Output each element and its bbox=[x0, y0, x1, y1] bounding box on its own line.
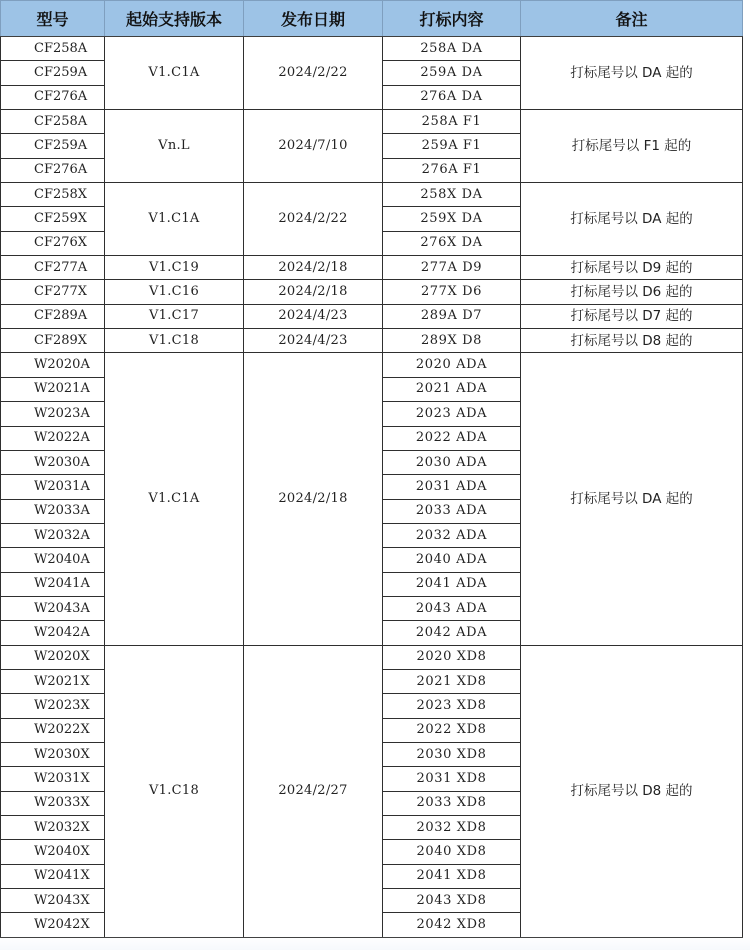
release-date-cell: 2024/2/27 bbox=[244, 645, 383, 937]
version-cell: V1.C19 bbox=[105, 256, 244, 280]
model-cell: W2022A bbox=[1, 426, 105, 450]
model-cell: CF277X bbox=[1, 280, 105, 304]
remark-cell: 打标尾号以 D6 起的 bbox=[521, 280, 743, 304]
header-release-date: 发布日期 bbox=[244, 1, 383, 37]
marking-cell: 2023 ADA bbox=[383, 402, 521, 426]
model-cell: W2023A bbox=[1, 402, 105, 426]
marking-cell: 258A F1 bbox=[383, 110, 521, 134]
version-cell: V1.C18 bbox=[105, 329, 244, 353]
remark-cell: 打标尾号以 F1 起的 bbox=[521, 110, 743, 183]
model-cell: W2031A bbox=[1, 475, 105, 499]
model-cell: CF289A bbox=[1, 304, 105, 328]
version-cell: Vn.L bbox=[105, 110, 244, 183]
marking-cell: 2031 XD8 bbox=[383, 767, 521, 791]
model-cell: W2023X bbox=[1, 694, 105, 718]
release-date-cell: 2024/4/23 bbox=[244, 304, 383, 328]
model-cell: W2020X bbox=[1, 645, 105, 669]
model-cell: W2042A bbox=[1, 621, 105, 645]
marking-cell: 2031 ADA bbox=[383, 475, 521, 499]
header-model: 型号 bbox=[1, 1, 105, 37]
model-cell: W2032A bbox=[1, 523, 105, 547]
model-cell: W2031X bbox=[1, 767, 105, 791]
version-cell: V1.C17 bbox=[105, 304, 244, 328]
marking-cell: 277A D9 bbox=[383, 256, 521, 280]
marking-cell: 2022 XD8 bbox=[383, 718, 521, 742]
remark-cell: 打标尾号以 D9 起的 bbox=[521, 256, 743, 280]
model-cell: CF276A bbox=[1, 85, 105, 109]
marking-cell: 2040 ADA bbox=[383, 548, 521, 572]
marking-cell: 2033 ADA bbox=[383, 499, 521, 523]
release-date-cell: 2024/2/22 bbox=[244, 183, 383, 256]
model-cell: W2030X bbox=[1, 742, 105, 766]
marking-cell: 2042 ADA bbox=[383, 621, 521, 645]
marking-cell: 276A F1 bbox=[383, 158, 521, 182]
marking-cell: 2041 ADA bbox=[383, 572, 521, 596]
marking-cell: 2041 XD8 bbox=[383, 864, 521, 888]
model-cell: W2021X bbox=[1, 669, 105, 693]
release-date-cell: 2024/4/23 bbox=[244, 329, 383, 353]
model-cell: W2032X bbox=[1, 816, 105, 840]
marking-cell: 2042 XD8 bbox=[383, 913, 521, 937]
marking-cell: 258A DA bbox=[383, 37, 521, 61]
marking-cell: 2043 XD8 bbox=[383, 889, 521, 913]
model-cell: CF259A bbox=[1, 134, 105, 158]
table-row bbox=[1, 183, 743, 207]
marking-cell: 2020 ADA bbox=[383, 353, 521, 377]
remark-cell: 打标尾号以 D7 起的 bbox=[521, 304, 743, 328]
marking-cell: 259A F1 bbox=[383, 134, 521, 158]
remark-cell: 打标尾号以 D8 起的 bbox=[521, 329, 743, 353]
marking-cell: 2023 XD8 bbox=[383, 694, 521, 718]
model-cell: W2030A bbox=[1, 450, 105, 474]
marking-cell: 259X DA bbox=[383, 207, 521, 231]
model-cell: CF259X bbox=[1, 207, 105, 231]
model-cell: CF259A bbox=[1, 61, 105, 85]
model-cell: CF258A bbox=[1, 110, 105, 134]
table-row bbox=[1, 329, 743, 353]
release-date-cell: 2024/2/18 bbox=[244, 256, 383, 280]
table-body bbox=[1, 37, 743, 938]
marking-cell: 258X DA bbox=[383, 183, 521, 207]
model-cell: CF289X bbox=[1, 329, 105, 353]
model-cell: CF276A bbox=[1, 158, 105, 182]
bottom-fade bbox=[0, 936, 750, 950]
model-cell: CF276X bbox=[1, 231, 105, 255]
table-row bbox=[1, 645, 743, 669]
model-cell: W2042X bbox=[1, 913, 105, 937]
marking-cell: 289A D7 bbox=[383, 304, 521, 328]
table-row bbox=[1, 256, 743, 280]
table-row bbox=[1, 110, 743, 134]
header-start-version: 起始支持版本 bbox=[105, 1, 244, 37]
model-cell: CF258X bbox=[1, 183, 105, 207]
table-row bbox=[1, 37, 743, 61]
model-cell: W2020A bbox=[1, 353, 105, 377]
release-date-cell: 2024/2/22 bbox=[244, 37, 383, 110]
marking-cell: 2033 XD8 bbox=[383, 791, 521, 815]
marking-cell: 277X D6 bbox=[383, 280, 521, 304]
table-row bbox=[1, 280, 743, 304]
marking-cell: 259A DA bbox=[383, 61, 521, 85]
model-cell: W2041X bbox=[1, 864, 105, 888]
model-cell: CF258A bbox=[1, 37, 105, 61]
remark-cell: 打标尾号以 DA 起的 bbox=[521, 353, 743, 645]
model-cell: W2040A bbox=[1, 548, 105, 572]
model-cell: W2041A bbox=[1, 572, 105, 596]
release-date-cell: 2024/2/18 bbox=[244, 280, 383, 304]
version-cell: V1.C1A bbox=[105, 37, 244, 110]
release-date-cell: 2024/7/10 bbox=[244, 110, 383, 183]
remark-cell: 打标尾号以 D8 起的 bbox=[521, 645, 743, 937]
header-remarks: 备注 bbox=[521, 1, 743, 37]
version-cell: V1.C16 bbox=[105, 280, 244, 304]
remark-cell: 打标尾号以 DA 起的 bbox=[521, 183, 743, 256]
version-cell: V1.C18 bbox=[105, 645, 244, 937]
marking-cell: 2032 XD8 bbox=[383, 816, 521, 840]
model-cell: W2021A bbox=[1, 377, 105, 401]
model-cell: W2043A bbox=[1, 596, 105, 620]
model-cell: W2022X bbox=[1, 718, 105, 742]
version-cell: V1.C1A bbox=[105, 353, 244, 645]
header-marking-content: 打标内容 bbox=[383, 1, 521, 37]
marking-cell: 2021 XD8 bbox=[383, 669, 521, 693]
marking-cell: 2030 ADA bbox=[383, 450, 521, 474]
model-cell: W2033X bbox=[1, 791, 105, 815]
marking-cell: 2022 ADA bbox=[383, 426, 521, 450]
header-row bbox=[1, 1, 743, 37]
model-cell: W2033A bbox=[1, 499, 105, 523]
marking-cell: 276X DA bbox=[383, 231, 521, 255]
marking-cell: 2030 XD8 bbox=[383, 742, 521, 766]
model-cell: CF277A bbox=[1, 256, 105, 280]
model-cell: W2043X bbox=[1, 889, 105, 913]
table-row bbox=[1, 304, 743, 328]
marking-cell: 2020 XD8 bbox=[383, 645, 521, 669]
marking-cell: 2032 ADA bbox=[383, 523, 521, 547]
release-date-cell: 2024/2/18 bbox=[244, 353, 383, 645]
marking-cell: 289X D8 bbox=[383, 329, 521, 353]
remark-cell: 打标尾号以 DA 起的 bbox=[521, 37, 743, 110]
marking-cell: 2021 ADA bbox=[383, 377, 521, 401]
table-row bbox=[1, 353, 743, 377]
marking-cell: 2043 ADA bbox=[383, 596, 521, 620]
version-cell: V1.C1A bbox=[105, 183, 244, 256]
model-cell: W2040X bbox=[1, 840, 105, 864]
marking-cell: 2040 XD8 bbox=[383, 840, 521, 864]
marking-cell: 276A DA bbox=[383, 85, 521, 109]
